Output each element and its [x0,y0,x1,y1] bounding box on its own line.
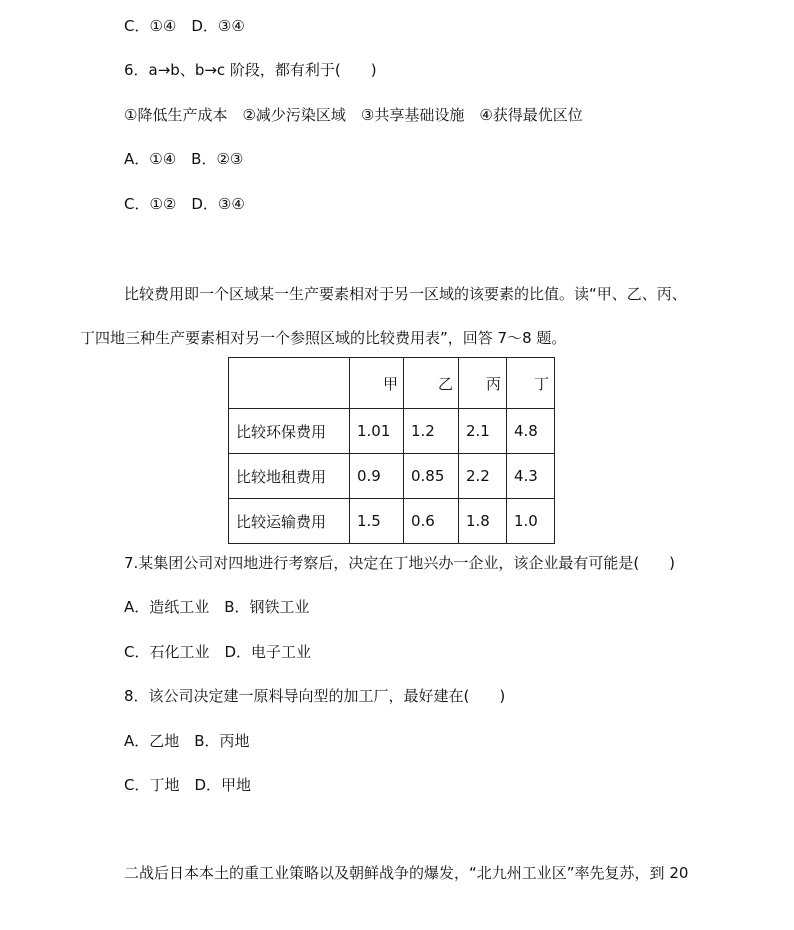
table-cell: 1.8 [459,499,507,544]
table-cell: 比较运输费用 [229,499,350,544]
table-cell: 0.6 [404,499,459,544]
table-cell: 0.9 [350,454,404,499]
table-cell: 1.2 [404,409,459,454]
q7-option-ab: A．造纸工业 B．钢铁工业 [124,598,310,616]
q7-stem: 7.某集团公司对四地进行考察后，决定在丁地兴办一企业，该企业最有可能是( ) [124,554,676,572]
table-cell: 比较地租费用 [229,454,350,499]
q6-option-cd: C．①② D．③④ [124,195,245,213]
q8-stem: 8．该公司决定建一原料导向型的加工厂，最好建在( ) [124,687,506,705]
table-row [229,499,555,544]
table-cell: 比较环保费用 [229,409,350,454]
q6-option-ab: A．①④ B．②③ [124,150,244,168]
table-header-cell: 丁 [507,358,555,409]
table-header-row [229,358,555,409]
table-cell: 1.0 [507,499,555,544]
table-cell: 4.3 [507,454,555,499]
table-cell: 1.5 [350,499,404,544]
table-row [229,454,555,499]
table-header-cell: 甲 [350,358,404,409]
table-row [229,409,555,454]
table-cell: 1.01 [350,409,404,454]
table-header-cell: 丙 [459,358,507,409]
next-intro-paragraph: 二战后日本本土的重工业策略以及朝鲜战争的爆发，“北九州工业区”率先复苏，到 20 [124,864,689,882]
table-cell: 4.8 [507,409,555,454]
table-cell: 2.2 [459,454,507,499]
table-header-cell: 乙 [404,358,459,409]
q6-items: ①降低生产成本 ②减少污染区域 ③共享基础设施 ④获得最优区位 [124,106,583,124]
q5-options-cd: C．①④ D．③④ [124,17,245,35]
table-cell: 2.1 [459,409,507,454]
table-header-cell [229,358,350,409]
intro-7-8-line1: 比较费用即一个区域某一生产要素相对于另一区域的该要素的比值。读“甲、乙、丙、 [124,285,687,303]
intro-7-8-line2: 丁四地三种生产要素相对另一个参照区域的比较费用表”，回答 7～8 题。 [80,329,567,347]
q8-option-ab: A．乙地 B．丙地 [124,732,250,750]
comparison-cost-table [228,357,555,544]
q6-stem: 6．a→b、b→c 阶段，都有利于( ) [124,61,377,79]
q7-option-cd: C．石化工业 D．电子工业 [124,643,312,661]
q8-option-cd: C．丁地 D．甲地 [124,776,252,794]
table-cell: 0.85 [404,454,459,499]
